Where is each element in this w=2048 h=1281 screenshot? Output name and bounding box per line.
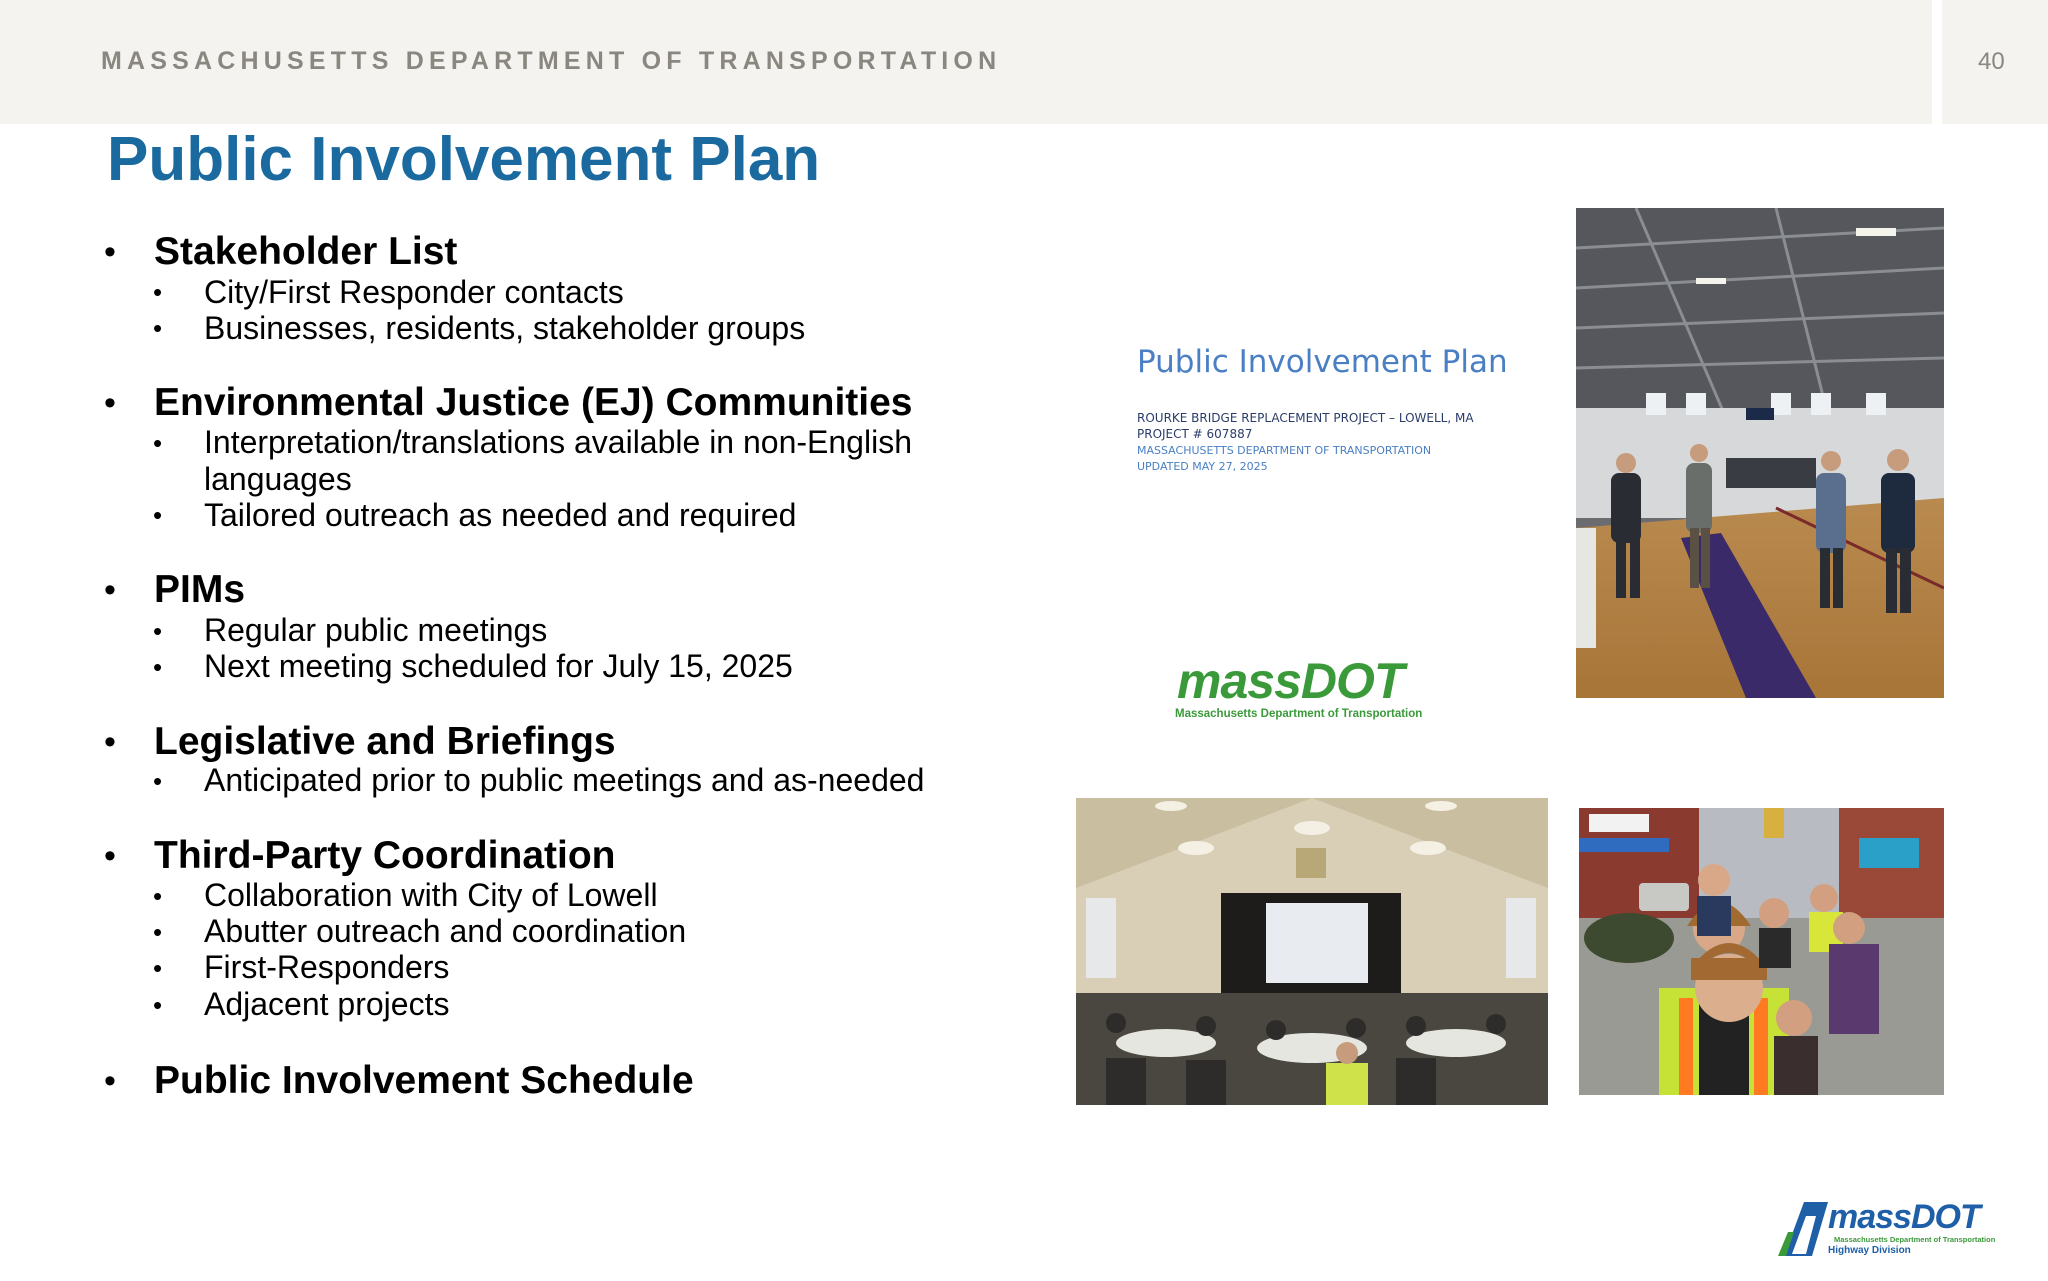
section-item: Tailored outreach as needed and required bbox=[204, 497, 797, 533]
bullet-dot: • bbox=[153, 313, 163, 343]
gym-meeting-photo bbox=[1576, 208, 1944, 698]
bullet-dot: • bbox=[153, 428, 163, 458]
section-item: City/First Responder contacts bbox=[204, 274, 624, 310]
bullet-dot: • bbox=[153, 990, 163, 1020]
footer-logo-text: massDOT bbox=[1828, 1198, 1980, 1236]
massdot-logo bbox=[1175, 654, 1445, 724]
section-heading: Third-Party Coordination bbox=[154, 834, 616, 877]
bullet-dot: • bbox=[153, 277, 163, 307]
section-item: Businesses, residents, stakeholder groups bbox=[204, 310, 806, 346]
section-heading: PIMs bbox=[154, 568, 246, 611]
page-title: Public Involvement Plan bbox=[107, 125, 821, 194]
section-item: Adjacent projects bbox=[204, 986, 450, 1022]
bullet-dot: • bbox=[153, 652, 163, 682]
section-item: Collaboration with City of Lowell bbox=[204, 877, 658, 913]
bullet-dot: • bbox=[104, 837, 116, 875]
department-name: MASSACHUSETTS DEPARTMENT OF TRANSPORTATION bbox=[101, 47, 1002, 75]
section-heading: Public Involvement Schedule bbox=[154, 1059, 694, 1102]
section-item: Abutter outreach and coordination bbox=[204, 913, 687, 949]
doc-department: MASSACHUSETTS DEPARTMENT OF TRANSPORTATION bbox=[1137, 444, 1432, 457]
section-heading: Legislative and Briefings bbox=[154, 720, 616, 763]
section-item: Regular public meetings bbox=[204, 612, 548, 648]
section-item-continued: languages bbox=[204, 461, 352, 497]
bullet-dot: • bbox=[104, 723, 116, 761]
bullet-dot: • bbox=[153, 766, 163, 796]
bullet-dot: • bbox=[153, 917, 163, 947]
street-team-photo bbox=[1579, 808, 1944, 1095]
doc-project-line: ROURKE BRIDGE REPLACEMENT PROJECT – LOWELL, MA bbox=[1137, 411, 1474, 425]
bullet-dot: • bbox=[104, 384, 116, 422]
section-item: Next meeting scheduled for July 15, 2025 bbox=[204, 648, 793, 684]
massdot-logo-text: massDOT bbox=[1177, 654, 1404, 709]
footer-logo-subtext: Massachusetts Department of Transportation bbox=[1834, 1235, 1996, 1244]
massdot-logo-subtext: Massachusetts Department of Transportation bbox=[1175, 708, 1423, 720]
doc-updated: UPDATED MAY 27, 2025 bbox=[1137, 460, 1268, 473]
section-item: First-Responders bbox=[204, 949, 450, 985]
massdot-highway-logo bbox=[1776, 1198, 2026, 1260]
bullet-dot: • bbox=[104, 1062, 116, 1100]
bullet-dot: • bbox=[153, 500, 163, 530]
bullet-dot: • bbox=[153, 881, 163, 911]
doc-project-number: PROJECT # 607887 bbox=[1137, 427, 1253, 441]
section-heading: Environmental Justice (EJ) Communities bbox=[154, 381, 913, 424]
bullet-dot: • bbox=[153, 616, 163, 646]
section-item: Interpretation/translations available in non-English bbox=[204, 424, 912, 460]
section-item: Anticipated prior to public meetings and as-needed bbox=[204, 762, 925, 798]
hall-meeting-photo bbox=[1076, 798, 1548, 1105]
doc-preview-title: Public Involvement Plan bbox=[1137, 344, 1508, 380]
footer-logo-division: Highway Division bbox=[1828, 1245, 1911, 1256]
page-number: 40 bbox=[1978, 48, 2005, 75]
bullet-dot: • bbox=[104, 571, 116, 609]
bullet-dot: • bbox=[153, 953, 163, 983]
bullet-dot: • bbox=[104, 233, 116, 271]
section-heading: Stakeholder List bbox=[154, 230, 458, 273]
